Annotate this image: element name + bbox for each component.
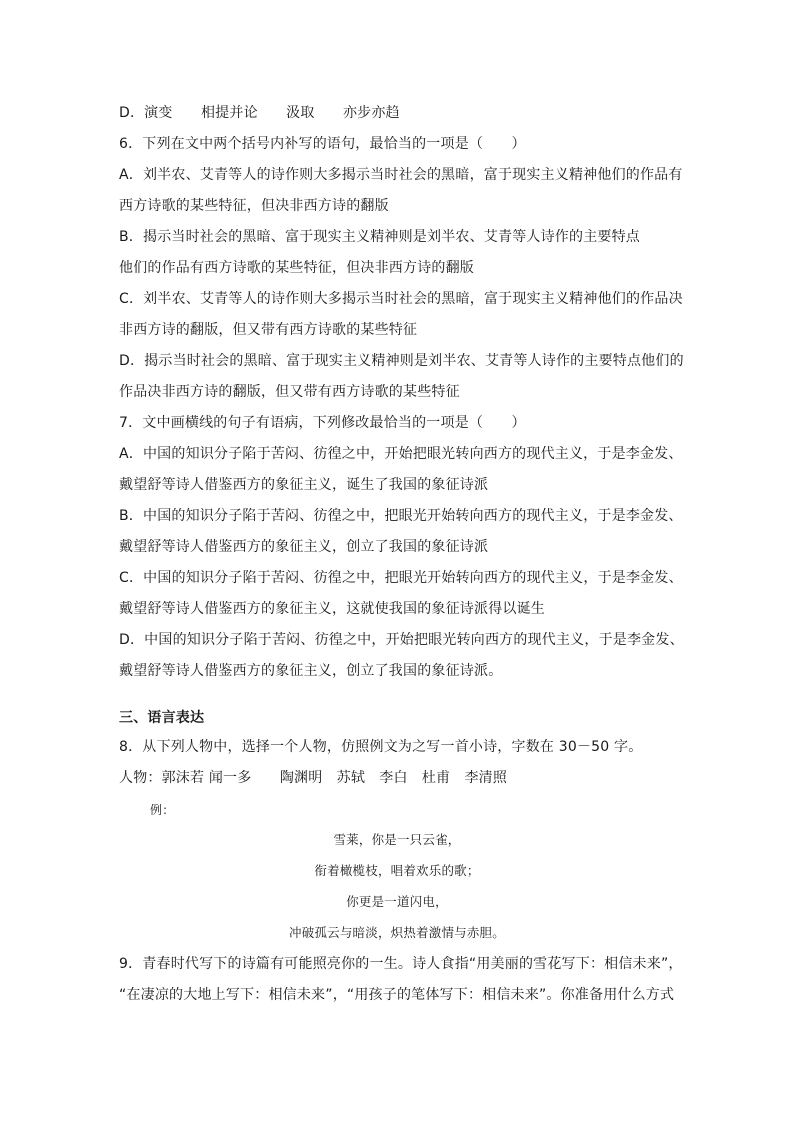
q7-option-a-line-1: A．中国的知识分子陷于苦闷、彷徨之中，开始把眼光转向西方的现代主义，于是李金发、: [119, 446, 683, 462]
section-heading: 三、语言表达: [119, 710, 205, 726]
q7-option-c-line-1: C．中国的知识分子陷于苦闷、彷徨之中，把眼光开始转向西方的现代主义，于是李金发、: [119, 570, 683, 586]
q6-option-a-line-2: 西方诗歌的某些特征，但决非西方诗的翻版: [119, 198, 389, 214]
q9-line-1: 9．青春时代写下的诗篇有可能照亮你的一生。诗人食指“用美丽的雪花写下：相信未来”，: [119, 956, 683, 972]
q7-option-b-line-1: B．中国的知识分子陷于苦闷、彷徨之中，把眼光开始转向西方的现代主义，于是李金发、: [119, 508, 683, 524]
q6-option-b-line-2: 他们的作品有西方诗歌的某些特征，但决非西方诗的翻版: [119, 260, 474, 276]
q7-stem: 7．文中画横线的句子有语病，下列修改最恰当的一项是（ ）: [119, 415, 526, 431]
q6-option-b-line-1: B．揭示当时社会的黑暗、富于现实主义精神则是刘半农、艾青等人诗作的主要特点: [119, 229, 641, 245]
q9-line-2: “在凄凉的大地上写下：相信未来”，“用孩子的笔体写下：相信未来”。你准备用什么方式: [119, 987, 675, 1003]
q7-option-d-line-2: 戴望舒等诗人借鉴西方的象征主义，创立了我国的象征诗派。: [119, 663, 503, 679]
q6-option-c-line-1: C．刘半农、艾青等人的诗作则大多揭示当时社会的黑暗，富于现实主义精神他们的作品决: [119, 291, 683, 307]
q8-example-label: 例：: [150, 803, 175, 817]
q8-figures: 人物：郭沫若 闻一多 陶渊明 苏轼 李白 杜甫 李清照: [119, 770, 508, 786]
q6-option-d-line-1: D．揭示当时社会的黑暗、富于现实主义精神则是刘半农、艾青等人诗作的主要特点他们的: [119, 353, 684, 369]
q7-option-b-line-2: 戴望舒等诗人借鉴西方的象征主义，创立了我国的象征诗派: [119, 539, 489, 555]
q7-option-d-line-1: D．中国的知识分子陷于苦闷、彷徨之中，开始把眼光转向西方的现代主义，于是李金发、: [119, 632, 684, 648]
poem-line: 你更是一道闪电，: [346, 894, 448, 909]
q8-stem: 8．从下列人物中，选择一个人物，仿照例文为之写一首小诗，字数在 30－50 字。: [119, 739, 643, 755]
q7-option-c-line-2: 戴望舒等诗人借鉴西方的象征主义，这就使我国的象征诗派得以诞生: [119, 601, 545, 617]
q6-option-a-line-1: A．刘半农、艾青等人的诗作则大多揭示当时社会的黑暗，富于现实主义精神他们的作品有: [119, 167, 683, 183]
poem-line: 冲破孤云与暗淡，炽热着激情与赤胆。: [289, 925, 505, 940]
q6-stem: 6．下列在文中两个括号内补写的语句，最恰当的一项是（ ）: [119, 136, 526, 152]
q6-option-d-line-2: 作品决非西方诗的翻版，但又带有西方诗歌的某些特征: [119, 384, 460, 400]
q6-option-c-line-2: 非西方诗的翻版，但又带有西方诗歌的某些特征: [119, 322, 418, 338]
q7-option-a-line-2: 戴望舒等诗人借鉴西方的象征主义，诞生了我国的象征诗派: [119, 477, 489, 493]
poem-line: 衔着橄榄枝，唱着欢乐的歌；: [314, 863, 480, 878]
q5-option-d: D．演变 相提并论 汲取 亦步亦趋: [119, 105, 400, 121]
poem-line: 雪莱，你是一只云雀，: [333, 832, 461, 847]
